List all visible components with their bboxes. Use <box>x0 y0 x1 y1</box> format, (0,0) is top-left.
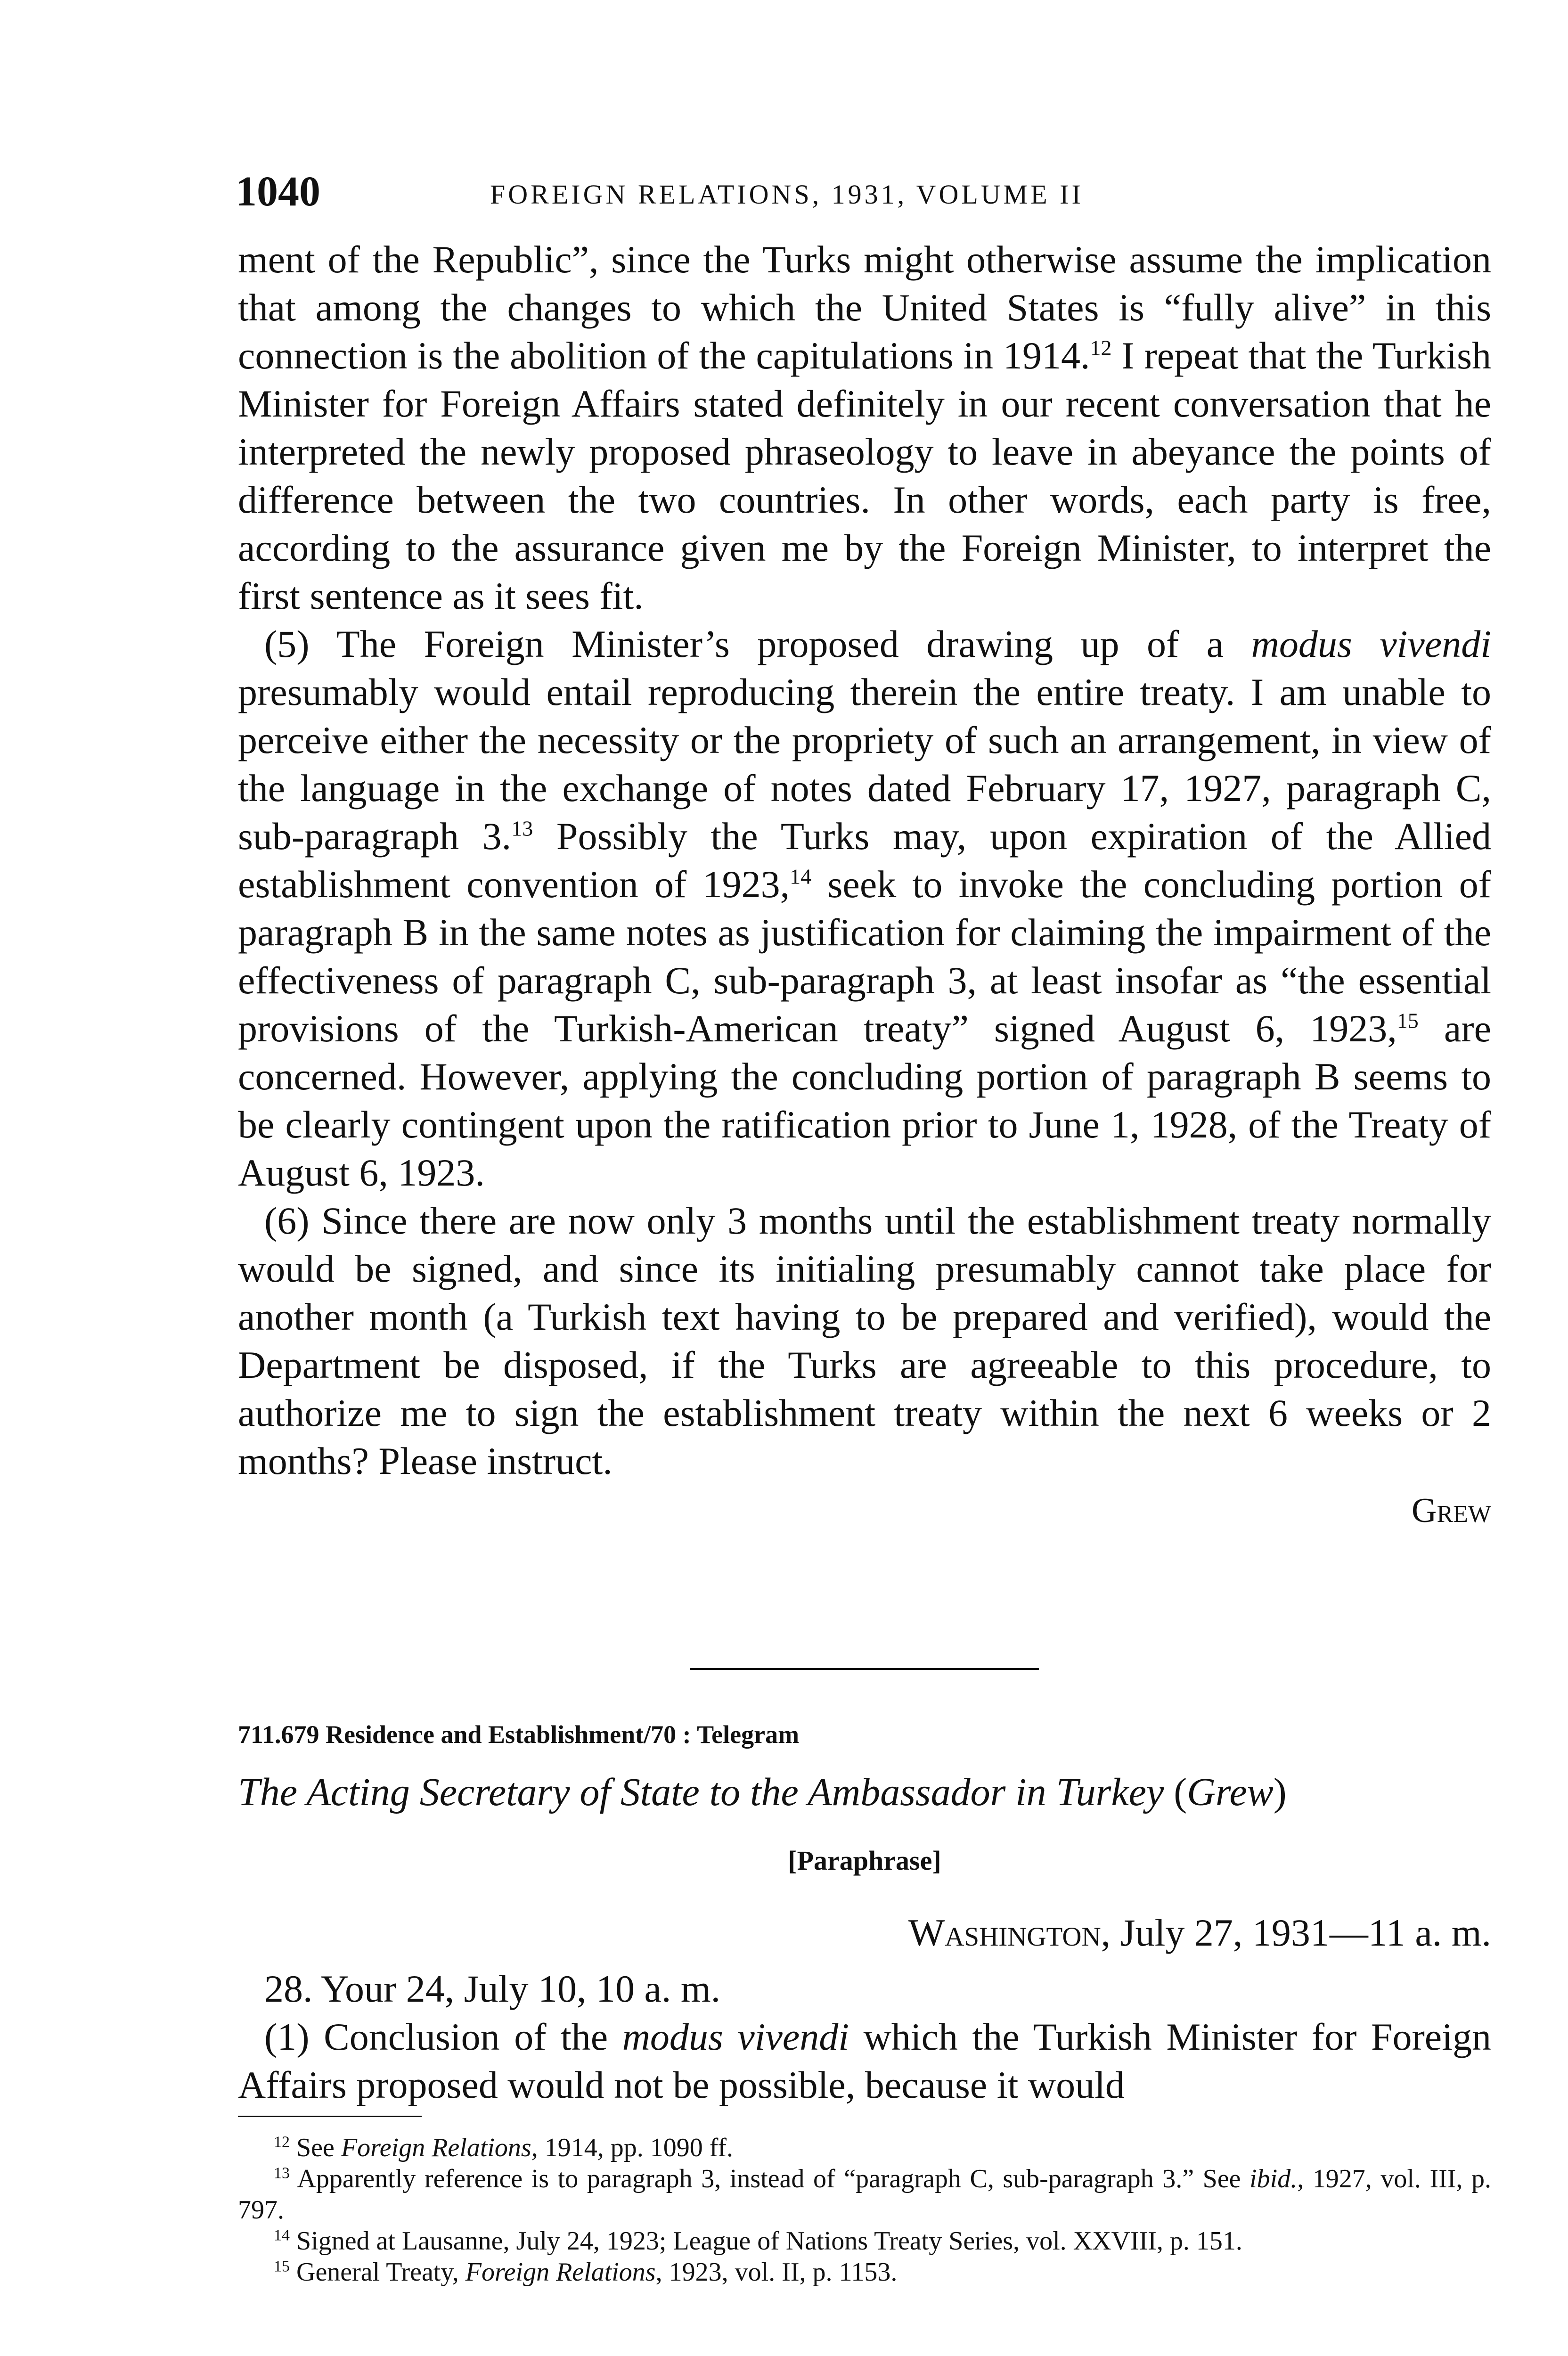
footnote-ref-14: 14 <box>790 864 812 889</box>
footnote-rule <box>238 2116 422 2117</box>
paragraph-5: (5) The Foreign Minister’s proposed drawing up of a modus vivendi presumably would entail reproducing therein the entire treaty. I am unable to perceive either the necessity or the propriety of such an arrangement, in view of the language in the exchange of notes dated February 17, 1927, paragraph C, sub-paragraph 3.13 Possibly the Turks may, upon expiration of the Allied establishment convention of 1923,14 seek to invoke the concluding portion of paragraph B in the same notes as justification for claiming the impairment of the effectiveness of paragraph C, sub-paragraph 3, at least insofar as “the essential provisions of the Turkish-American treaty” signed August 6, 1923,15 are concerned. However, applying the concluding portion of paragraph B seems to be clearly contingent upon the ratification prior to June 1, 1928, of the Treaty of August 6, 1923. <box>238 622 1492 1194</box>
signature: Grew <box>1412 1491 1491 1530</box>
running-head: FOREIGN RELATIONS, 1931, VOLUME II <box>490 179 1084 210</box>
footnote-ref-12: 12 <box>1090 335 1112 360</box>
footnote-12: $^{12}$ See Foreign Relations, 1914, pp. 1090 ff. <box>274 2133 734 2162</box>
paragraph-1: (1) Conclusion of the modus vivendi which the Turkish Minister for Foreign Affairs proposed would not be possible, because it would <box>238 2015 1491 2106</box>
page-number: 1040 <box>236 168 320 215</box>
paragraph-6: (6) Since there are now only 3 months until the establishment treaty normally would be signed, and since its initialing presumably cannot take place for another month (a Turkish text having to be prepared and verified), would the Department be disposed, if the Turks are agreeable to this procedure, to authorize me to sign the establishment treaty within the next 6 weeks or 2 months? Please instruct. <box>238 1199 1491 1482</box>
footnote-14: $^{14}$ Signed at Lausanne, July 24, 1923; League of Nations Treaty Series, vol. XXVIII, p. 151. <box>274 2226 1242 2256</box>
document-title: The Acting Secretary of State to the Ambassador in Turkey (Grew) <box>238 1770 1287 1814</box>
footnote-13: $^{13}$ Apparently reference is to paragraph 3, instead of “paragraph C, sub-paragraph 3.” See ibid., 1927, vol. III, p. 797. <box>238 2164 1491 2225</box>
paragraph-continued: ment of the Republic”, since the Turks might otherwise assume the implication that among the changes to which the United States is “fully alive” in this connection is the abolition of the capitulations in 1914.12 I repeat that the Turkish Minister for Foreign Affairs stated definitely in our recent conversation that he interpreted the newly proposed phraseology to leave in abeyance the points of difference between the two countries. In other words, each party is free, according to the assurance given me by the Foreign Minister, to interpret the first sentence as it sees fit. <box>238 238 1491 617</box>
signature-line <box>238 1485 1491 1535</box>
paragraph-28: 28. Your 24, July 10, 10 a. m. <box>264 1967 721 2010</box>
file-reference: 711.679 Residence and Establishment/70 : Telegram <box>238 1720 800 1749</box>
reply-body <box>238 1965 1491 2109</box>
page-header <box>236 167 1508 219</box>
footnotes <box>238 2132 1491 2288</box>
grew-telegram-body <box>238 236 1491 1535</box>
footnote-15: $^{15}$ General Treaty, Foreign Relations, 1923, vol. II, p. 1153. <box>274 2258 898 2287</box>
footnote-ref-13: 13 <box>511 816 533 841</box>
section-divider <box>690 1668 1039 1670</box>
dateline: Washington, July 27, 1931—11 a. m. <box>908 1911 1491 1954</box>
footnote-ref-15: 15 <box>1396 1008 1419 1033</box>
paraphrase-label: [Paraphrase] <box>788 1845 941 1876</box>
